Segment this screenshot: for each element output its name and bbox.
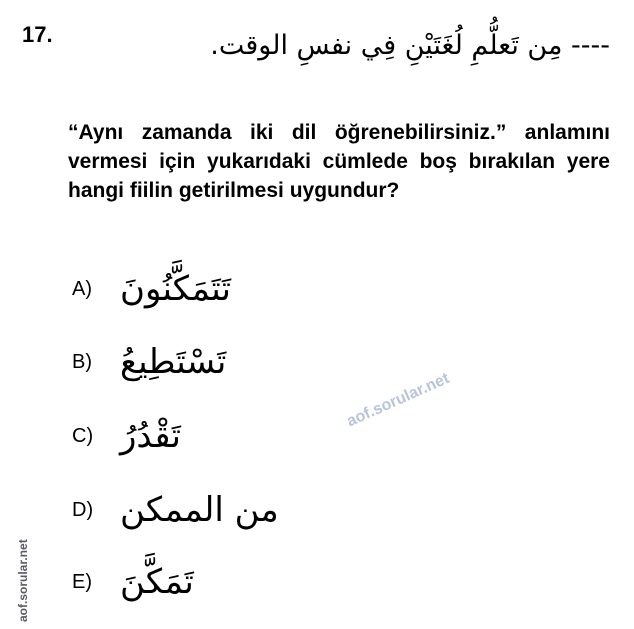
option-d[interactable]: [72, 486, 279, 534]
watermark-center: aof.sorular.net: [344, 369, 452, 431]
arabic-sentence: ---- مِن تَعلُّمِ لُغَتَيْنِ فِي نفسِ الوقت.: [210, 30, 610, 61]
option-c[interactable]: [72, 412, 181, 460]
option-b[interactable]: [72, 338, 226, 386]
option-a[interactable]: [72, 265, 231, 313]
option-c-letter: C): [72, 424, 94, 447]
option-e[interactable]: [72, 558, 194, 606]
option-d-text: من الممكن: [120, 490, 279, 530]
question-prompt: “Aynı zamanda iki dil öğrenebilirsiniz.” anlamını vermesi için yukarıdaki cümlede boş bırakılan yere hangi fiilin getirilmesi uygundur?: [68, 121, 610, 202]
option-a-letter: A): [72, 277, 92, 300]
watermark-side: aof.sorular.net: [16, 539, 30, 622]
option-e-text: تَمَكَّنَ: [120, 562, 194, 602]
option-a-text: تَتَمَكَّنُونَ: [120, 269, 231, 309]
option-d-letter: D): [72, 498, 94, 521]
question-number: 17.: [22, 22, 53, 47]
option-c-text: تَقْدُرُ: [120, 416, 181, 456]
option-b-text: تَسْتَطِيعُ: [120, 342, 227, 382]
option-b-letter: B): [72, 350, 92, 373]
option-e-letter: E): [72, 570, 92, 593]
